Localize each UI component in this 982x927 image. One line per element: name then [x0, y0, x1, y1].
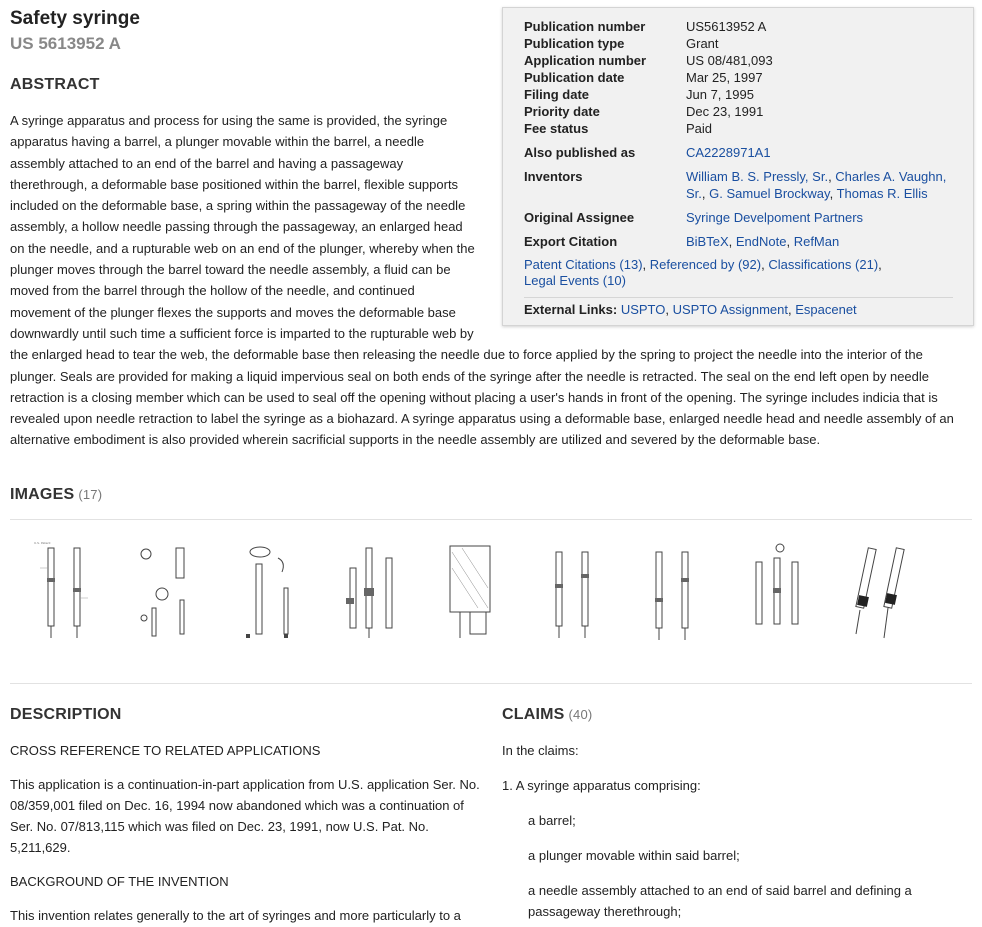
metadata-panel — [502, 7, 974, 326]
description-heading: DESCRIPTION — [10, 706, 122, 723]
metadata-row — [524, 86, 953, 103]
metadata-row — [524, 18, 953, 35]
external-links-row: External Links: USPTO, USPTO Assignment, Espacenet — [524, 297, 953, 317]
description-paragraph: BACKGROUND OF THE INVENTION — [10, 874, 229, 889]
claim-element: a plunger movable within said barrel; — [528, 848, 740, 863]
uspto-link[interactable]: USPTO — [620, 302, 666, 317]
metadata-label: Filing date — [524, 87, 589, 102]
export-refman-link[interactable]: RefMan — [793, 234, 840, 249]
inventor-link[interactable]: G. Samuel Brockway — [709, 186, 830, 201]
claims-count: (40) — [568, 707, 593, 722]
metadata-label: Fee status — [524, 121, 589, 136]
metadata-value: Jun 7, 1995 — [686, 87, 754, 102]
metadata-label: Publication date — [524, 70, 625, 85]
publication-id: US 5613952 A — [10, 34, 121, 53]
classifications-link[interactable]: Classifications (21) — [768, 257, 879, 272]
metadata-value: US 08/481,093 — [686, 53, 773, 68]
export-endnote-link[interactable]: EndNote — [735, 234, 787, 249]
metadata-rows — [524, 18, 953, 137]
export-row — [524, 233, 953, 250]
assignee-link[interactable]: Syringe Develpoment Partners — [686, 210, 864, 225]
description-paragraph: CROSS REFERENCE TO RELATED APPLICATIONS — [10, 743, 321, 758]
metadata-value: US5613952 A — [686, 19, 767, 34]
patent-drawing-thumbnail-1[interactable] — [30, 538, 100, 644]
patent-drawing-thumbnail-6[interactable] — [540, 538, 610, 644]
inventor-link[interactable]: Thomas R. Ellis — [836, 186, 928, 201]
images-heading — [10, 486, 102, 504]
abstract-heading: ABSTRACT — [10, 76, 100, 93]
metadata-label: Application number — [524, 53, 647, 68]
patent-drawing-thumbnail-9[interactable] — [846, 538, 916, 644]
metadata-label: Priority date — [524, 104, 600, 119]
legal-events-link[interactable]: Legal Events (10) — [524, 273, 626, 288]
metadata-value: Paid — [686, 121, 713, 136]
claims-heading — [502, 706, 592, 724]
uspto-assignment-link[interactable]: USPTO Assignment — [672, 302, 788, 317]
assignee-label: Original Assignee — [524, 210, 635, 225]
images-divider — [10, 519, 972, 520]
export-label: Export Citation — [524, 234, 618, 249]
claims-heading-label: CLAIMS — [502, 706, 565, 723]
inventors-label: Inventors — [524, 169, 583, 184]
section-divider — [10, 683, 972, 684]
metadata-row — [524, 120, 953, 137]
referenced-by-link[interactable]: Referenced by (92) — [649, 257, 762, 272]
abstract-text: A syringe apparatus and process for using the same is provided, the syringe apparatus having a barrel, a plunger movable within the barrel, a needle assembly attached to an end of the barrel and having a passageway therethrough, a deformable base positioned within the barrel, flexible supports included on the deformable base, a spring within the passageway of the needle assembly, a hollow needle passing through the passageway, an enlarged head on the needle, and a rupturable web on an end of the plunger, whereby when the plunger moves through the barrel toward the needle assembly, a fluid can be moved from the barrel through the hollow of the needle, and continued movement of the plunger flexes the supports and moves the deformable base downwardly until such time a sufficient force is imparted to the rupturable web by the enlarged head to tear the web, the deformable base then releasing the needle due to force applied by the spring to project the needle into the interior of the plunger. Seals are provided for making a liquid impervious seal on both ends of the syringe after the needle is retracted. The seal on the end left open by needle retraction is a closing member which can be used to seal off the opening without placing a user's hands in front of the opening. The syringe includes indicia that is revealed upon needle retraction to label the syringe as a biohazard. A syringe apparatus using a deformable base, enlarged needle head and needle assembly of an alternative embodiment is also provided wherein sacrificial supports in the needle assembly are utilized and severed by the deformable base. — [10, 113, 954, 448]
inventor-link[interactable]: Charles A. Vaughn, Sr. — [686, 169, 947, 201]
images-count: (17) — [78, 487, 103, 502]
inventor-link[interactable]: William B. S. Pressly, Sr. — [686, 169, 829, 184]
also-published-label: Also published as — [524, 145, 636, 160]
patent-citations-link[interactable]: Patent Citations (13) — [524, 257, 643, 272]
metadata-row — [524, 69, 953, 86]
claims-intro: In the claims: — [502, 743, 579, 758]
patent-drawing-thumbnail-5[interactable] — [438, 538, 508, 644]
svg-text:U.S. Patent: U.S. Patent — [34, 541, 51, 545]
patent-drawing-thumbnail-4[interactable] — [336, 538, 406, 644]
external-links-label: External Links: — [524, 302, 618, 317]
claims-body — [502, 740, 962, 927]
metadata-row — [524, 35, 953, 52]
claim-element: a needle assembly attached to an end of said barrel and defining a passageway therethrough; — [528, 883, 912, 919]
patent-drawing-thumbnail-7[interactable] — [642, 538, 712, 644]
also-published-link[interactable]: CA2228971A1 — [686, 145, 771, 160]
patent-drawing-thumbnail-3[interactable] — [234, 538, 304, 644]
metadata-value: Mar 25, 1997 — [686, 70, 763, 85]
espacenet-link[interactable]: Espacenet — [795, 302, 857, 317]
metadata-label: Publication number — [524, 19, 646, 34]
metadata-label: Publication type — [524, 36, 625, 51]
related-links: Patent Citations (13), Referenced by (92), Classifications (21), Legal Events (10) — [524, 257, 882, 288]
image-thumbnails — [30, 538, 930, 644]
description-paragraph: This invention relates generally to the art of syringes and more particularly to a — [10, 908, 461, 923]
inventors-row — [524, 168, 953, 202]
export-bibtex-link[interactable]: BiBTeX — [686, 234, 729, 249]
export-formats: BiBTeX, EndNote, RefMan — [686, 234, 840, 249]
metadata-value: Grant — [686, 36, 719, 51]
description-body — [10, 740, 480, 927]
images-heading-label: IMAGES — [10, 486, 75, 503]
patent-drawing-thumbnail-8[interactable] — [744, 538, 814, 644]
also-published-row — [524, 144, 953, 161]
assignee-row — [524, 209, 953, 226]
inventors-list: William B. S. Pressly, Sr., Charles A. Vaughn, Sr., G. Samuel Brockway, Thomas R. Ellis — [686, 169, 947, 201]
metadata-row — [524, 103, 953, 120]
patent-drawing-thumbnail-2[interactable] — [132, 538, 202, 644]
metadata-value: Dec 23, 1991 — [686, 104, 764, 119]
patent-title: Safety syringe — [10, 8, 140, 29]
metadata-row — [524, 52, 953, 69]
description-paragraph: This application is a continuation-in-part application from U.S. application Ser. No. 08/359,001 filed on Dec. 16, 1994 now abandoned which was a continuation of Ser. No. 07/813,115 which was filed on Dec. 23, 1991, now U.S. Pat. No. 5,211,629. — [10, 777, 480, 855]
claim-element: a barrel; — [528, 813, 576, 828]
claim-1: 1. A syringe apparatus comprising: — [502, 778, 701, 793]
